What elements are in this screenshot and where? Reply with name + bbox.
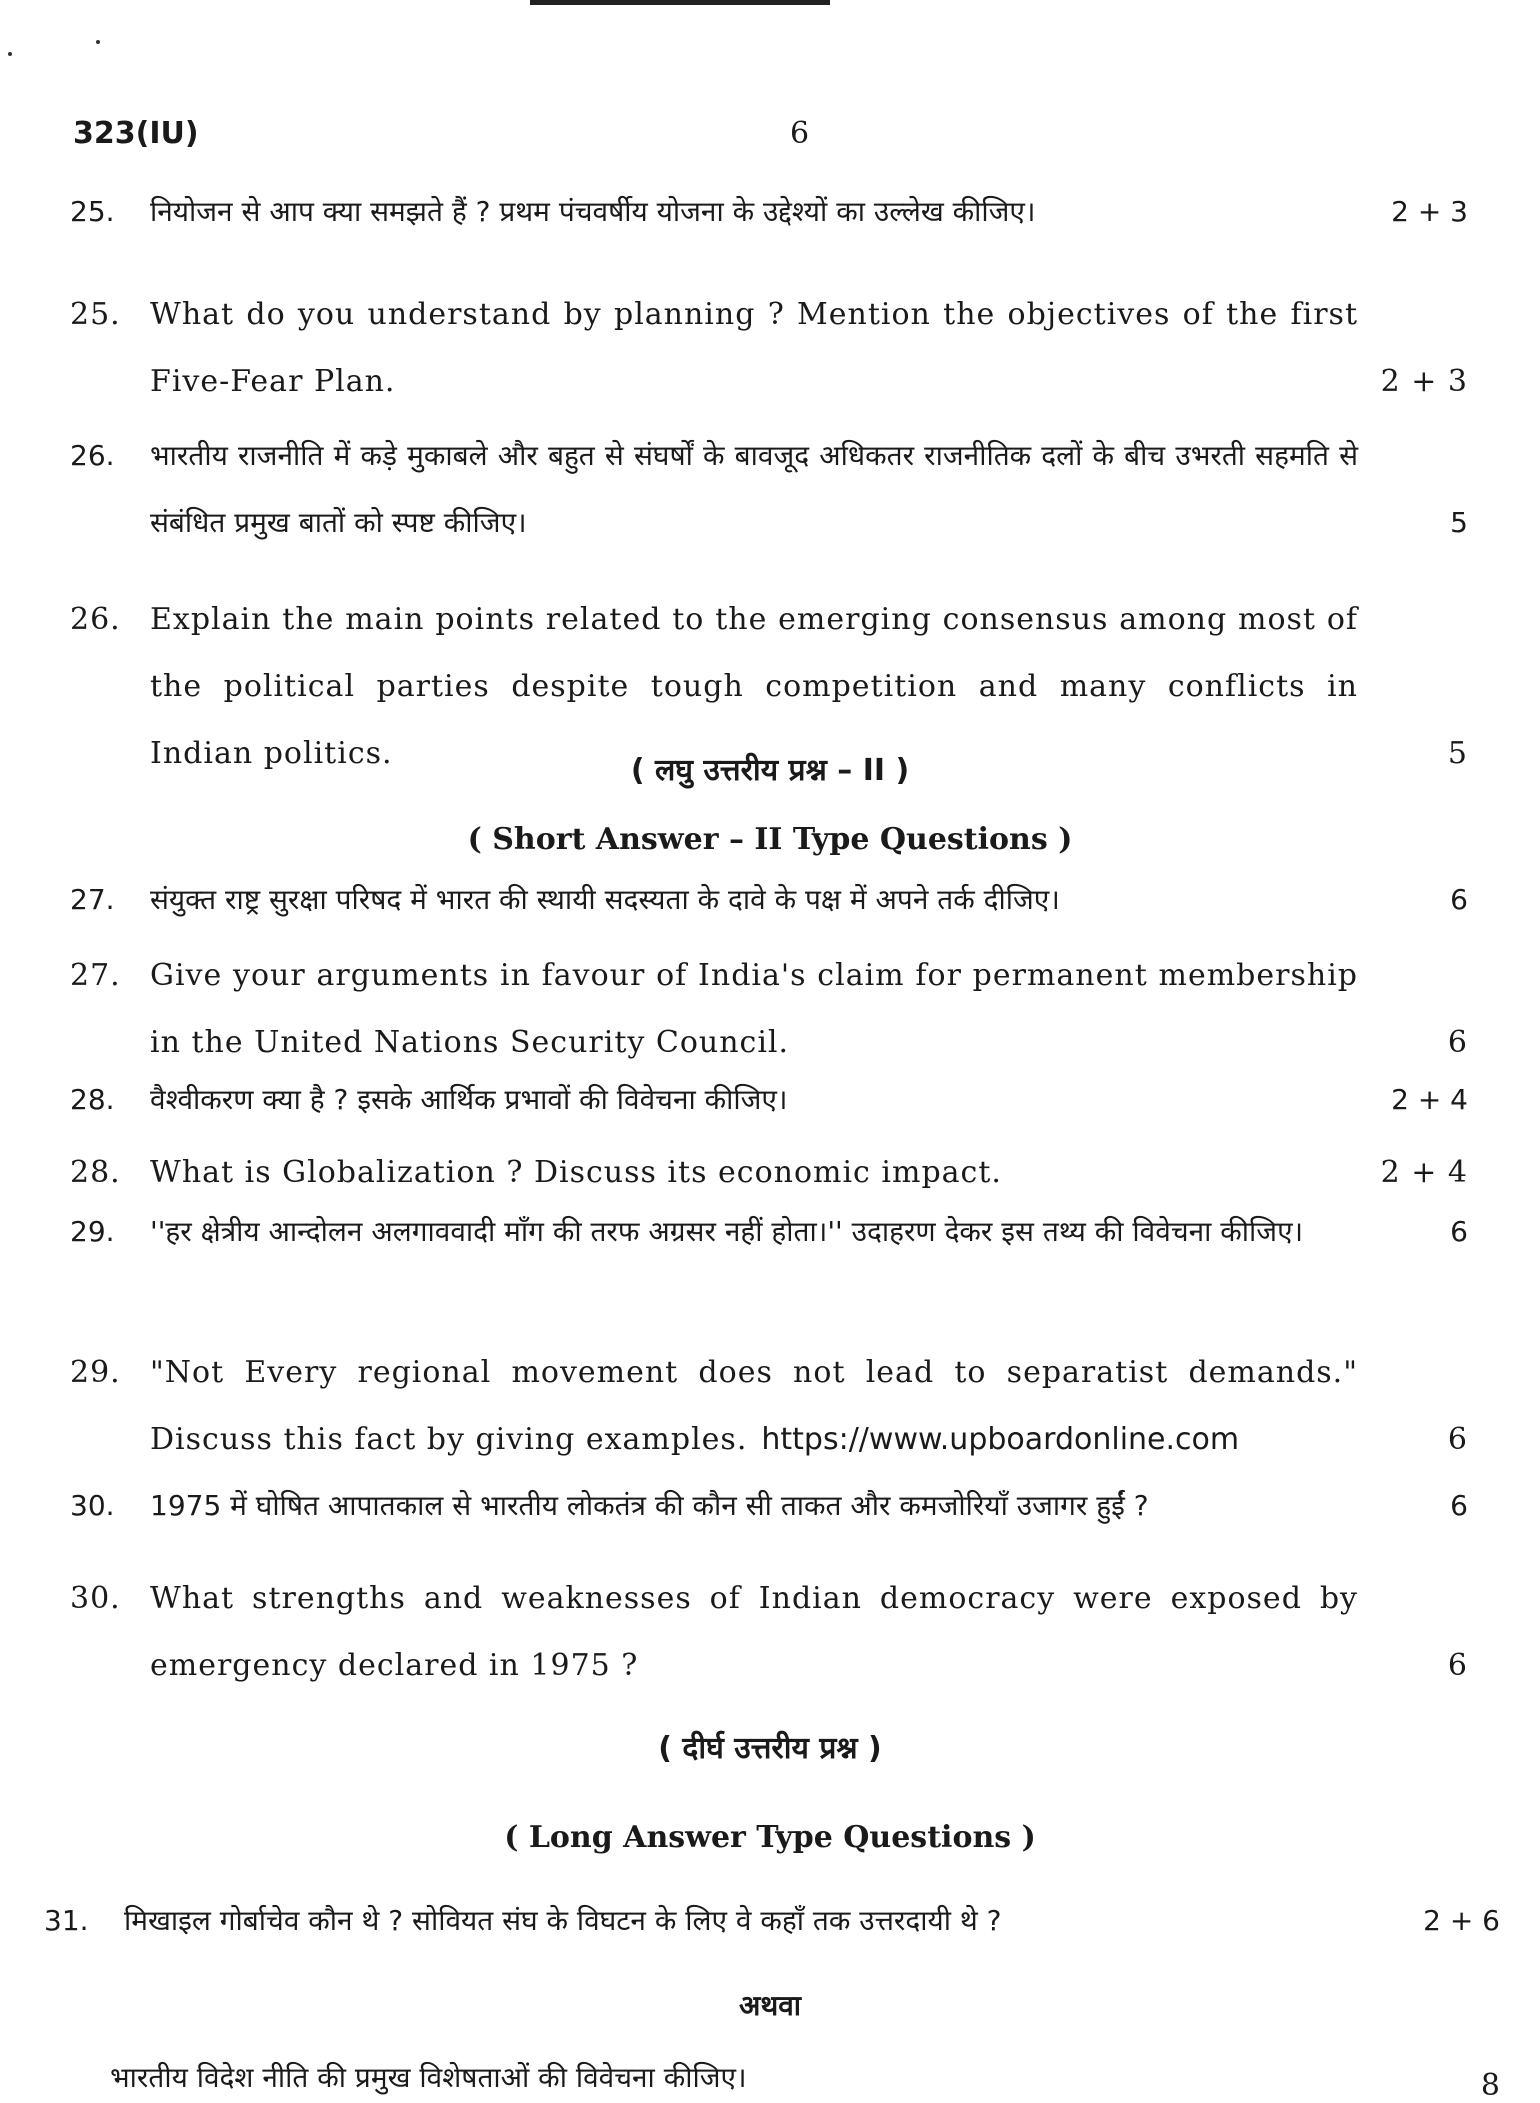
question-25-hi — [70, 178, 1468, 245]
question-marks: 5 — [1447, 736, 1468, 771]
question-26-hi — [70, 422, 1468, 556]
question-29-en — [70, 1339, 1468, 1473]
scan-speck — [8, 52, 12, 56]
section-heading-long-en: ( Long Answer Type Questions ) — [504, 1820, 1036, 1855]
question-text: वैश्वीकरण क्या है ? इसके आर्थिक प्रभावों की विवेचना कीजिए। — [150, 1083, 788, 1116]
scan-speck — [96, 40, 100, 44]
question-marks: 2 + 4 — [1380, 1155, 1468, 1190]
question-text: Explain the main points related to the emerging consensus among most of the political parties despite tough competition and many conflicts in Indian politics. — [150, 602, 1358, 771]
question-text: "Not Every regional movement does not lead to separatist demands." Discuss this fact by giving examples. — [150, 1355, 1358, 1457]
question-29-hi — [70, 1198, 1468, 1265]
question-number: 31. — [44, 1904, 89, 1937]
question-text: भारतीय राजनीति में कड़े मुकाबले और बहुत से संघर्षों के बावजूद अधिकतर राजनीतिक दलों के बीच उभरती सहमति से संबंधित प्रमुख बातों को स्पष्ट कीजिए। — [150, 439, 1358, 539]
question-number: 26. — [70, 602, 121, 637]
page-number: 6 — [790, 116, 810, 151]
question-28-en — [70, 1139, 1468, 1206]
question-number: 29. — [70, 1215, 115, 1248]
question-number: 30. — [70, 1489, 115, 1522]
paper-code: 323(IU) — [73, 116, 199, 151]
question-number: 26. — [70, 439, 115, 472]
question-marks: 6 — [1450, 883, 1468, 916]
question-30-hi — [70, 1472, 1468, 1539]
source-url[interactable]: https://www.upboardonline.com — [761, 1422, 1240, 1457]
question-number: 28. — [70, 1155, 121, 1190]
question-marks: 5 — [1450, 506, 1468, 539]
question-marks: 6 — [1447, 1422, 1468, 1457]
question-number: 28. — [70, 1083, 115, 1116]
section-heading-long-hi: ( दीर्घ उत्तरीय प्रश्न ) — [658, 1731, 882, 1766]
question-marks: 6 — [1447, 1025, 1468, 1060]
cut-off-question-marks: 8 — [1480, 2068, 1500, 2103]
cut-off-question-text: भारतीय विदेश नीति की प्रमुख विशेषताओं की विवेचना कीजिए। — [110, 2061, 747, 2094]
question-text: What is Globalization ? Discuss its economic impact. — [150, 1155, 1002, 1190]
question-text: What strengths and weaknesses of Indian democracy were exposed by emergency declared in 1975 ? — [150, 1581, 1358, 1683]
question-marks: 6 — [1450, 1215, 1468, 1248]
question-text: नियोजन से आप क्या समझते हैं ? प्रथम पंचवर्षीय योजना के उद्देश्यों का उल्लेख कीजिए। — [150, 195, 1036, 228]
question-text: संयुक्त राष्ट्र सुरक्षा परिषद में भारत की स्थायी सदस्यता के दावे के पक्ष में अपने तर्क दीजिए। — [150, 883, 1060, 916]
question-28-hi — [70, 1066, 1468, 1133]
top-edge-rule — [530, 0, 830, 5]
question-30-en — [70, 1565, 1468, 1699]
question-number: 27. — [70, 883, 115, 916]
question-27-hi — [70, 866, 1468, 933]
section-heading-short-en: ( Short Answer – II Type Questions ) — [467, 822, 1073, 857]
question-marks: 6 — [1447, 1648, 1468, 1683]
question-number: 29. — [70, 1355, 121, 1390]
question-marks: 2 + 3 — [1391, 195, 1468, 228]
question-number: 25. — [70, 195, 115, 228]
question-25-en — [70, 281, 1468, 415]
or-separator: अथवा — [738, 1989, 802, 2022]
question-text: 1975 में घोषित आपातकाल से भारतीय लोकतंत्र की कौन सी ताकत और कमजोरियाँ उजागर हुईं ? — [150, 1489, 1149, 1522]
question-text: What do you understand by planning ? Mention the objectives of the first Five-Fear Plan. — [150, 297, 1358, 399]
question-text: Give your arguments in favour of India's claim for permanent membership in the United Nations Security Council. — [150, 958, 1358, 1060]
question-marks: 2 + 4 — [1391, 1083, 1468, 1116]
question-marks: 2 + 6 — [1423, 1904, 1500, 1937]
question-marks: 6 — [1450, 1489, 1468, 1522]
question-number: 27. — [70, 958, 121, 993]
question-number: 30. — [70, 1581, 121, 1616]
question-text: ''हर क्षेत्रीय आन्दोलन अलगाववादी माँग की तरफ अग्रसर नहीं होता।'' उदाहरण देकर इस तथ्य की विवेचना कीजिए। — [150, 1215, 1304, 1248]
question-number: 25. — [70, 297, 121, 332]
question-marks: 2 + 3 — [1380, 364, 1468, 399]
section-heading-short-hi: ( लघु उत्तरीय प्रश्न – II ) — [630, 753, 910, 788]
question-text: मिखाइल गोर्बाचेव कौन थे ? सोवियत संघ के विघटन के लिए वे कहाँ तक उत्तरदायी थे ? — [124, 1904, 1002, 1937]
question-31-hi — [44, 1887, 1500, 1954]
question-27-en — [70, 942, 1468, 1076]
